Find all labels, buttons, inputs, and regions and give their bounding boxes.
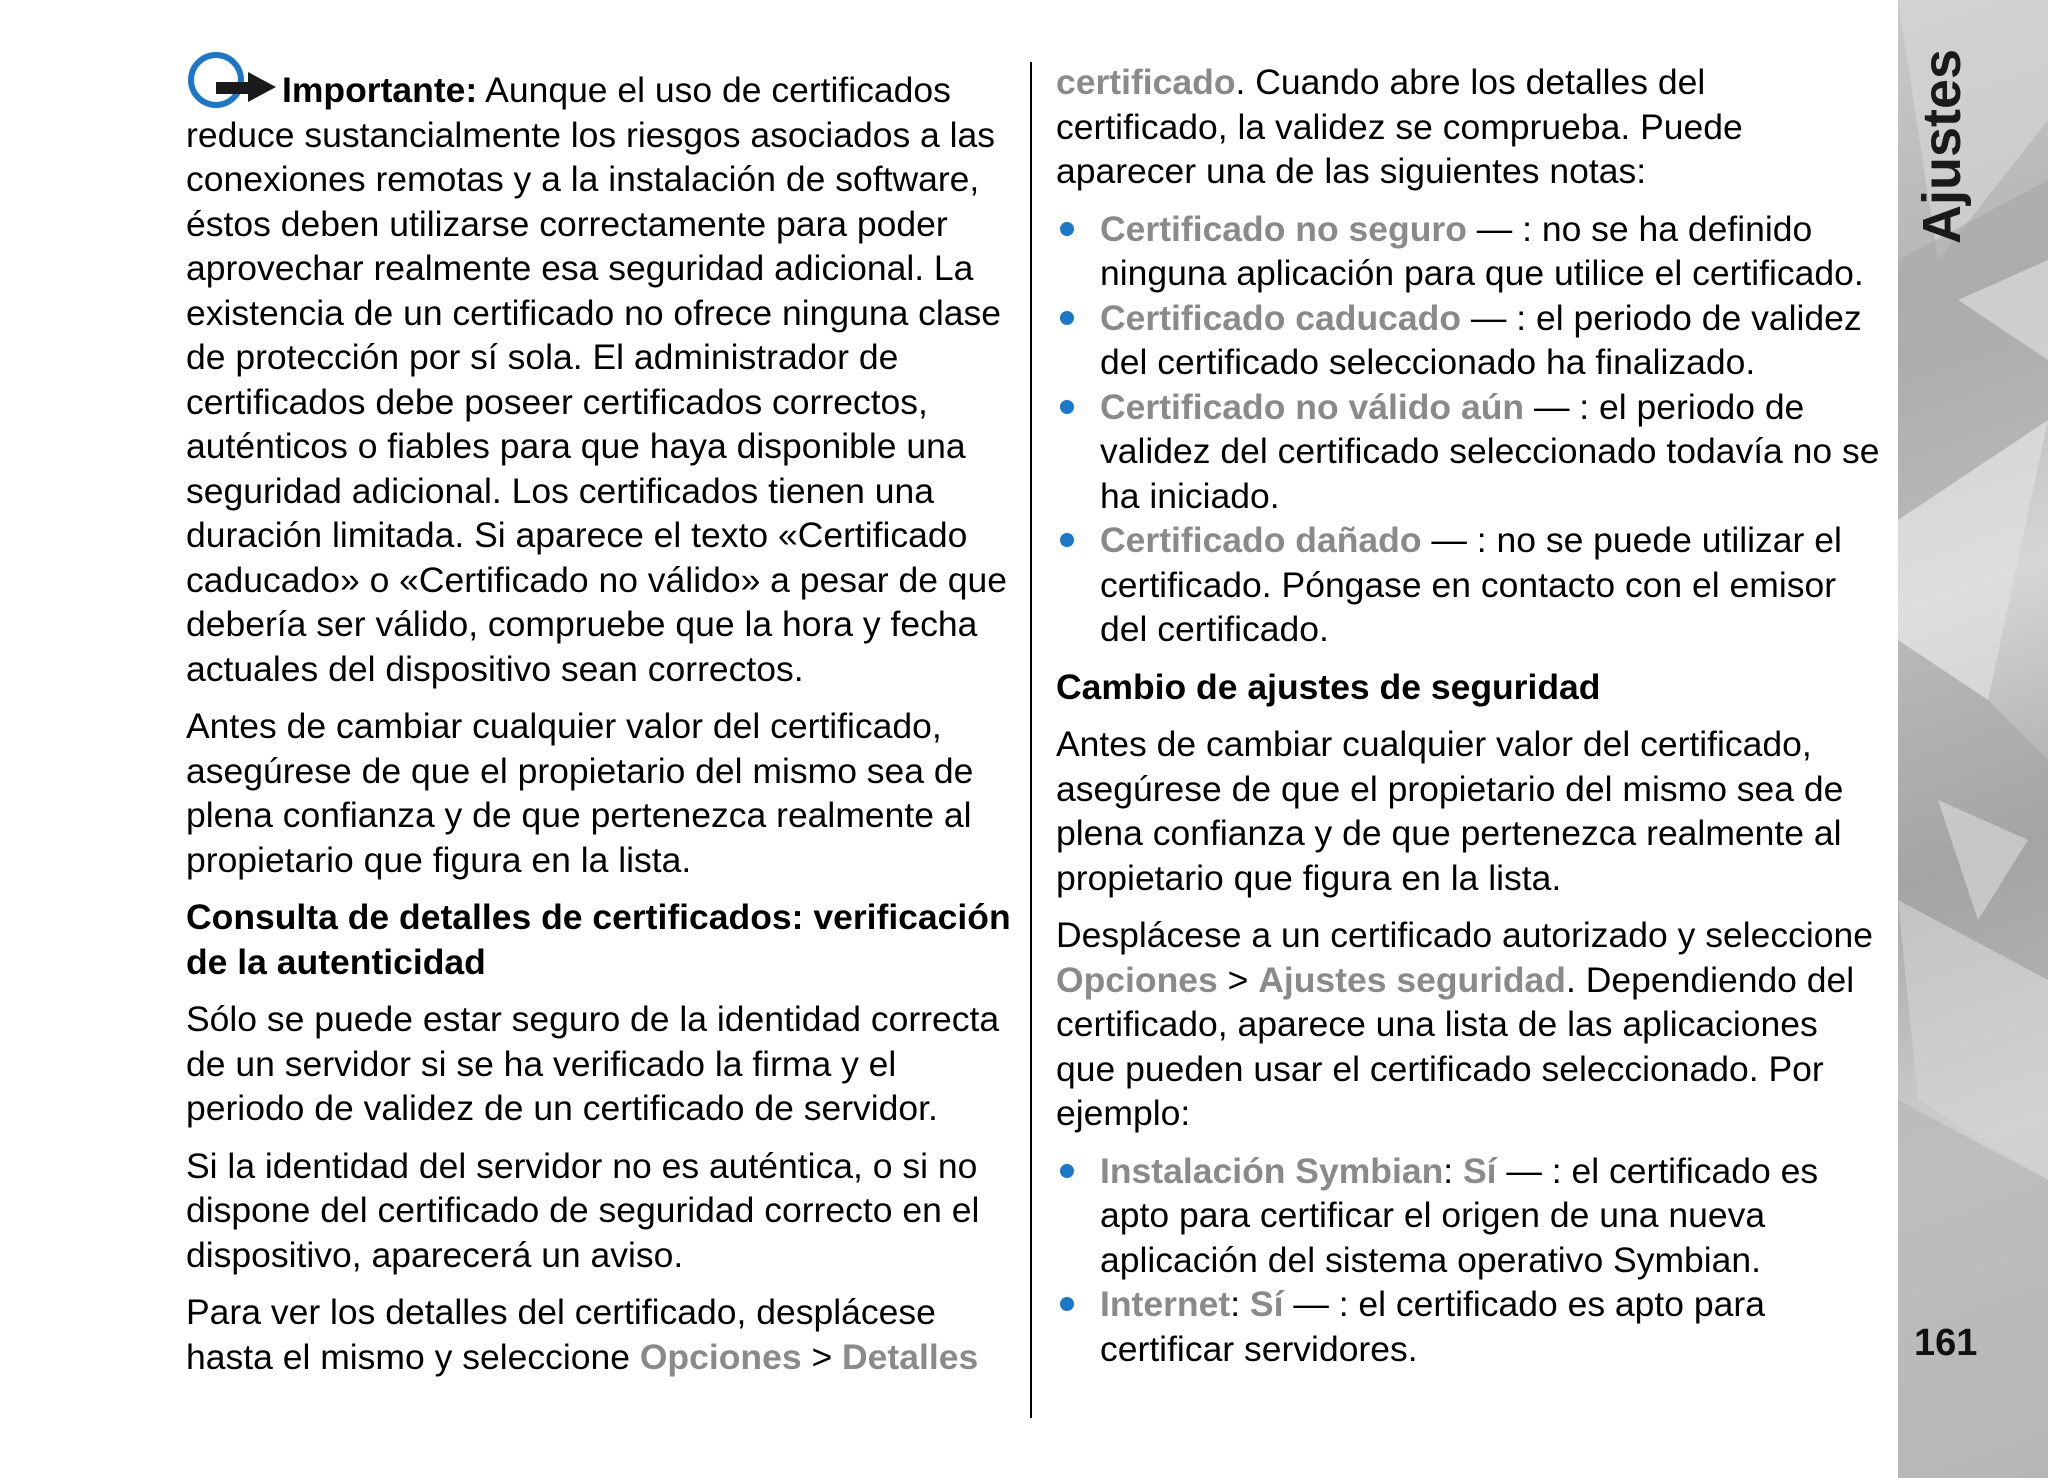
bullet-icon: [1060, 400, 1074, 414]
app-sep: :: [1230, 1284, 1250, 1324]
app-value: Sí: [1463, 1150, 1497, 1191]
left-column: [186, 58, 1012, 1392]
section-title-text: Ajustes: [1912, 48, 1972, 244]
list-item: [1056, 518, 1882, 652]
continued-term: certificado: [1056, 62, 1236, 102]
bullet-icon: [1060, 1164, 1074, 1178]
heading-certificate-details: Consulta de detalles de certificados: verificación de la autenticidad: [186, 897, 1011, 982]
bullet-icon: [1060, 533, 1074, 547]
app-term: Instalación Symbian: [1100, 1150, 1444, 1191]
menu-options: Opciones: [639, 1336, 802, 1377]
note-term: Certificado no seguro: [1100, 208, 1467, 249]
bullet-icon: [1060, 311, 1074, 325]
paragraph-before-change-2: Antes de cambiar cualquier valor del certificado, asegúrese de que el propietario del mismo sea de plena confianza y de que pertenezca realmente al propietario que figura en la lista.: [1056, 724, 1844, 898]
app-text: — : el certificado es apto para certificar el origen de una nueva aplicación del sistema operativo Symbian.: [1100, 1150, 1819, 1280]
important-text: Aunque el uso de certificados reduce sustancialmente los riesgos asociados a las conexiones remotas y a la instalación de software, éstos deben utilizarse correctamente para poder aprovechar realmente esa seguridad adicional. La existencia de un certificado no ofrece ninguna clase de protección por sí sola. El administrador de certificados debe poseer certificados correctos, auténticos o fiables para que haya disponible una seguridad adicional. Los certificados tienen una duración limitada. Si aparece el texto «Certificado caducado» o «Certificado no válido» a pesar de que debería ser válido, compruebe que la hora y fecha actuales del dispositivo sean correctos.: [186, 70, 1008, 689]
heading-security-settings: Cambio de ajustes de seguridad: [1056, 666, 1601, 707]
note-text: — : el periodo de validez del certificado seleccionado ha finalizado.: [1100, 297, 1862, 382]
menu-separator: >: [1217, 959, 1259, 1000]
application-list: [1056, 1149, 1882, 1372]
important-label: Importante:: [282, 70, 478, 110]
list-item: [1056, 296, 1882, 385]
continued-text: . Cuando abre los detalles del certificado, la validez se comprueba. Puede aparecer una de las siguientes notas:: [1056, 62, 1743, 191]
important-note-icon: [186, 58, 278, 110]
paragraph-continuation: [1056, 60, 1882, 194]
app-sep: :: [1443, 1150, 1463, 1191]
column-divider: [1030, 62, 1032, 1418]
list-item: [1056, 1282, 1882, 1371]
paragraph-scroll: [1056, 913, 1882, 1136]
note-term: Certificado no válido aún: [1100, 386, 1525, 427]
right-column: [1056, 60, 1882, 1384]
app-text: — : el certificado es apto para certificar servidores.: [1100, 1284, 1765, 1369]
note-text: — : no se ha definido ninguna aplicación para que utilice el certificado.: [1100, 208, 1864, 293]
paragraph-identity: Sólo se puede estar seguro de la identidad correcta de un servidor si se ha verificado la firma y el periodo de validez de un certificado de servidor.: [186, 999, 1000, 1128]
important-note: [186, 58, 1012, 691]
menu-security-settings: Ajustes seguridad: [1258, 959, 1566, 1000]
view-details-text: Para ver los detalles del certificado, desplácese hasta el mismo y seleccione: [186, 1292, 936, 1377]
note-term: Certificado dañado: [1100, 520, 1422, 560]
paragraph-before-change: Antes de cambiar cualquier valor del certificado, asegúrese de que el propietario del mismo sea de plena confianza y de que pertenezca realmente al propietario que figura en la lista.: [186, 706, 974, 880]
note-text: — : el periodo de validez del certificado seleccionado todavía no se ha iniciado.: [1100, 386, 1880, 516]
scroll-suffix: . Dependiendo del certificado, aparece una lista de las aplicaciones que pueden usar el certificado seleccionado. Por ejemplo:: [1056, 959, 1855, 1133]
app-value: Sí: [1249, 1284, 1284, 1324]
list-item: [1056, 207, 1882, 296]
certificate-notes-list: [1056, 207, 1882, 652]
bullet-icon: [1060, 1297, 1074, 1311]
scroll-text: Desplácese a un certificado autorizado y seleccione: [1056, 915, 1873, 955]
note-term: Certificado caducado: [1100, 297, 1461, 338]
list-item: [1056, 385, 1882, 519]
paragraph-view-details: [186, 1290, 1012, 1379]
app-term: Internet: [1100, 1284, 1231, 1324]
bullet-icon: [1060, 222, 1074, 236]
section-title: [1904, 40, 1974, 250]
menu-separator: >: [801, 1336, 843, 1377]
paragraph-warning: Si la identidad del servidor no es auténtica, o si no dispone del certificado de seguridad correcto en el dispositivo, aparecerá un aviso.: [186, 1145, 980, 1275]
menu-details: Detalles: [842, 1336, 979, 1377]
menu-options: Opciones: [1056, 959, 1218, 1000]
note-text: — : no se puede utilizar el certificado. Póngase en contacto con el emisor del certificado.: [1100, 520, 1842, 649]
page-number: 161: [1914, 1322, 1978, 1364]
list-item: [1056, 1149, 1882, 1283]
